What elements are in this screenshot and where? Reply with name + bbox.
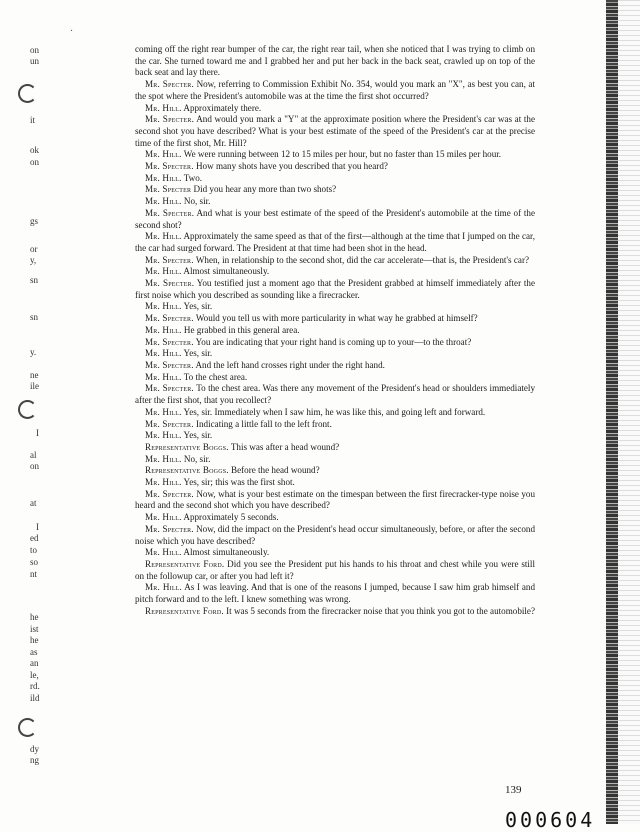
testimony-paragraph bbox=[135, 313, 535, 325]
testimony-paragraph bbox=[135, 582, 535, 605]
speech-text: And the left hand crosses right under the right hand. bbox=[195, 359, 385, 370]
testimony-paragraph bbox=[135, 337, 535, 349]
margin-fragment: ist bbox=[30, 624, 39, 634]
speaker-name: Mr. Specter. bbox=[145, 114, 195, 125]
speech-text: Would you tell us with more particularity in what way he grabbed at himself? bbox=[195, 313, 478, 324]
speaker-name: Mr. Specter. bbox=[145, 418, 194, 429]
speaker-name: Mr. Hill. bbox=[145, 582, 183, 593]
testimony-paragraph bbox=[135, 606, 535, 618]
speaker-name: Representative Boggs. bbox=[145, 441, 229, 452]
speech-text: You are indicating that your right hand is coming up to your—to the throat? bbox=[195, 336, 472, 347]
speech-text: Approximately 5 seconds. bbox=[183, 512, 279, 523]
speaker-name: Mr. Hill. bbox=[145, 266, 182, 277]
speaker-name: Mr. Specter. bbox=[145, 359, 194, 370]
speech-text: And what is your best estimate of the speed of the President's automobile at the time of the second shot? bbox=[135, 207, 536, 230]
speech-text: This was after a head wound? bbox=[230, 441, 340, 452]
speaker-name: Mr. Hill. bbox=[145, 196, 182, 207]
testimony-paragraph bbox=[135, 547, 535, 559]
margin-fragment: on bbox=[30, 45, 39, 55]
speech-text: Now, did the impact on the President's head occur simultaneously, before, or after the second noise which you have described? bbox=[135, 523, 536, 546]
scan-edge-margin bbox=[618, 0, 640, 824]
testimony-paragraph bbox=[135, 255, 535, 267]
margin-fragment: ed bbox=[30, 533, 39, 543]
binder-hole-icon bbox=[18, 84, 37, 103]
margin-fragment: y, bbox=[30, 255, 37, 265]
testimony-paragraph bbox=[135, 266, 535, 278]
speaker-name: Mr. Specter. bbox=[145, 383, 194, 394]
margin-fragment: gs bbox=[30, 216, 39, 226]
speech-text: Approximately there. bbox=[183, 102, 262, 113]
margin-fragment: to bbox=[30, 545, 38, 555]
speaker-name: Mr. Specter. bbox=[145, 207, 195, 218]
margin-fragment: rd. bbox=[30, 681, 40, 691]
speaker-name: Mr. Hill. bbox=[145, 301, 182, 312]
speech-text: When, in relationship to the second shot, did the car accelerate—that is, the President's car? bbox=[195, 254, 530, 265]
speaker-name: Representative Ford. bbox=[145, 558, 225, 569]
speech-text: To the chest area. bbox=[183, 371, 248, 382]
speech-text: No, sir. bbox=[183, 196, 211, 207]
testimony-paragraph bbox=[135, 149, 535, 161]
margin-fragment: he bbox=[30, 635, 39, 645]
testimony-paragraph bbox=[135, 477, 535, 489]
margin-fragment: as bbox=[30, 647, 38, 657]
testimony-paragraph bbox=[135, 407, 535, 419]
page-number: 139 bbox=[505, 784, 522, 796]
testimony-paragraph bbox=[135, 383, 535, 406]
speech-text: No, sir. bbox=[183, 453, 211, 464]
margin-fragment: sn bbox=[30, 275, 39, 285]
speaker-name: Mr. Hill. bbox=[145, 172, 182, 183]
margin-fragment: dy bbox=[30, 744, 39, 754]
margin-fragment: an bbox=[30, 658, 39, 668]
speaker-name: Mr. Specter. bbox=[145, 254, 194, 265]
speech-text: Almost simultaneously. bbox=[183, 547, 270, 558]
speech-text: Yes, sir. bbox=[183, 430, 213, 441]
margin-fragment: un bbox=[30, 56, 39, 66]
speaker-name: Representative Ford. bbox=[145, 605, 224, 616]
speaker-name: Mr. Hill. bbox=[145, 149, 182, 160]
margin-fragment: it bbox=[30, 115, 36, 125]
margin-fragment: I bbox=[36, 522, 39, 532]
speaker-name: Mr. Specter. bbox=[145, 523, 194, 534]
margin-fragment: ild bbox=[30, 693, 40, 703]
speech-text: coming off the right rear bumper of the car, the right rear tail, when she noticed that I was trying to climb on the car. She turned toward me and I grabbed her and put her back in the back seat, crawled up on top of the back seat and lay there. bbox=[135, 44, 535, 78]
speaker-name: Mr. Hill. bbox=[145, 348, 182, 359]
testimony-paragraph bbox=[135, 278, 535, 301]
speech-text: As I was leaving. And that is one of the reasons I jumped, because I saw him grab himself and pitch forward and to the left. I knew something was wrong. bbox=[135, 582, 535, 605]
scan-edge-strip bbox=[606, 0, 618, 824]
speaker-name: Mr. Hill. bbox=[145, 477, 182, 488]
speaker-name: Mr. Hill. bbox=[145, 102, 182, 113]
speech-text: Yes, sir. bbox=[183, 301, 213, 312]
testimony-paragraph bbox=[135, 208, 535, 231]
speech-text: Two. bbox=[183, 172, 203, 183]
testimony-paragraph bbox=[135, 301, 535, 313]
speech-text: He grabbed in this general area. bbox=[183, 324, 300, 335]
speech-text: And would you mark a "Y" at the approximate position where the President's car was at the second shot you have described? What is your best estimate of the speed of the President's car at the precise time of the first shot, Mr. Hill? bbox=[135, 114, 535, 148]
margin-fragment: sn bbox=[30, 312, 39, 322]
margin-fragment: he bbox=[30, 612, 39, 622]
testimony-paragraph bbox=[135, 372, 535, 384]
speech-text: Now, what is your best estimate on the timespan between the first firecracker-type noise you heard and the second shot which you have described? bbox=[135, 488, 536, 511]
speaker-name: Mr. Specter. bbox=[145, 278, 195, 289]
speech-text: Now, referring to Commission Exhibit No. 354, would you mark an "X", as best you can, at the spot where the President's automobile was at the time the first shot occurred? bbox=[135, 79, 535, 101]
speaker-name: Mr. Hill. bbox=[145, 231, 182, 242]
margin-fragment: ile bbox=[30, 381, 39, 391]
speech-text: Yes, sir; this was the first shot. bbox=[183, 477, 295, 488]
testimony-paragraph bbox=[135, 173, 535, 185]
speech-text: How many shots have you described that you heard? bbox=[195, 161, 388, 172]
speaker-name: Mr. Hill. bbox=[145, 453, 182, 464]
margin-fragment: al bbox=[30, 450, 37, 460]
speaker-name: Mr. Specter. bbox=[145, 161, 194, 172]
testimony-paragraph bbox=[135, 512, 535, 524]
margin-fragment: ok bbox=[30, 145, 39, 155]
binder-hole-icon bbox=[18, 718, 37, 737]
margin-fragment: ng bbox=[30, 755, 39, 765]
margin-fragment: nt bbox=[30, 569, 38, 579]
testimony-paragraph bbox=[135, 196, 535, 208]
speaker-name: Representative Boggs. bbox=[145, 465, 229, 476]
testimony-paragraph bbox=[135, 325, 535, 337]
testimony-paragraph bbox=[135, 559, 535, 582]
speaker-name: Mr. Hill. bbox=[145, 547, 182, 558]
speech-text: Yes, sir. bbox=[183, 348, 213, 359]
speech-text: Did you hear any more than two shots? bbox=[193, 184, 337, 195]
speech-text: Did you see the President put his hands to his throat and chest while you were still on the followup car, or after you had left it? bbox=[135, 558, 535, 581]
margin-fragment: on bbox=[30, 157, 39, 167]
testimony-paragraph bbox=[135, 231, 535, 254]
speech-text: Indicating a little fall to the left front. bbox=[195, 418, 332, 429]
speaker-name: Mr. Specter. bbox=[145, 336, 194, 347]
speck-mark: ˑ bbox=[70, 26, 74, 38]
testimony-text bbox=[135, 44, 535, 617]
speaker-name: Mr. Hill. bbox=[145, 512, 182, 523]
testimony-paragraph bbox=[135, 489, 535, 512]
margin-fragment: I bbox=[36, 428, 39, 438]
margin-fragment: ne bbox=[30, 370, 39, 380]
testimony-paragraph bbox=[135, 114, 535, 149]
speaker-name: Mr. Hill. bbox=[145, 371, 182, 382]
speech-text: We were running between 12 to 15 miles per hour, but no faster than 15 miles per hour. bbox=[183, 149, 502, 160]
testimony-paragraph bbox=[135, 442, 535, 454]
testimony-paragraph bbox=[135, 348, 535, 360]
speech-text: To the chest area. Was there any movement of the President's head or shoulders immediately after the first shot, that you recollect? bbox=[135, 383, 535, 406]
testimony-paragraph bbox=[135, 524, 535, 547]
speaker-name: Mr. Hill. bbox=[145, 406, 182, 417]
testimony-paragraph bbox=[135, 161, 535, 173]
testimony-paragraph bbox=[135, 430, 535, 442]
speaker-name: Mr. Specter bbox=[145, 184, 192, 195]
margin-fragment: on bbox=[30, 461, 39, 471]
speaker-name: Mr. Hill. bbox=[145, 324, 182, 335]
speech-text: It was 5 seconds from the firecracker noise that you think you got to the automobile? bbox=[226, 605, 535, 616]
speech-text: Almost simultaneously. bbox=[183, 266, 270, 277]
speaker-name: Mr. Specter. bbox=[145, 488, 194, 499]
margin-fragment: so bbox=[30, 557, 39, 567]
speaker-name: Mr. Specter. bbox=[145, 79, 194, 90]
bates-stamp: 000604 bbox=[505, 808, 596, 832]
speech-text: You testified just a moment ago that the President grabbed at himself immediately after the first noise which you described as sounding like a firecracker. bbox=[135, 278, 536, 300]
testimony-paragraph bbox=[135, 103, 535, 115]
testimony-paragraph bbox=[135, 360, 535, 372]
testimony-paragraph bbox=[135, 454, 535, 466]
speech-text: Before the head wound? bbox=[231, 465, 320, 476]
speech-text: Approximately the same speed as that of the first—although at the time that I jumped on the car, the car had surged forward. The President at that time had been shot in the head. bbox=[135, 231, 535, 253]
testimony-paragraph bbox=[135, 44, 535, 79]
margin-fragment: le, bbox=[30, 670, 39, 680]
testimony-paragraph bbox=[135, 419, 535, 431]
margin-fragment: or bbox=[30, 244, 38, 254]
testimony-paragraph bbox=[135, 184, 535, 196]
margin-fragment: at bbox=[30, 498, 37, 508]
testimony-paragraph bbox=[135, 465, 535, 477]
testimony-paragraph bbox=[135, 79, 535, 102]
speaker-name: Mr. Specter. bbox=[145, 313, 194, 324]
margin-fragment: y. bbox=[30, 347, 37, 357]
speaker-name: Mr. Hill. bbox=[145, 430, 182, 441]
binder-hole-icon bbox=[18, 400, 37, 419]
speech-text: Yes, sir. Immediately when I saw him, he was like this, and going left and forward. bbox=[183, 406, 486, 417]
adjacent-page-margin bbox=[0, 0, 74, 824]
